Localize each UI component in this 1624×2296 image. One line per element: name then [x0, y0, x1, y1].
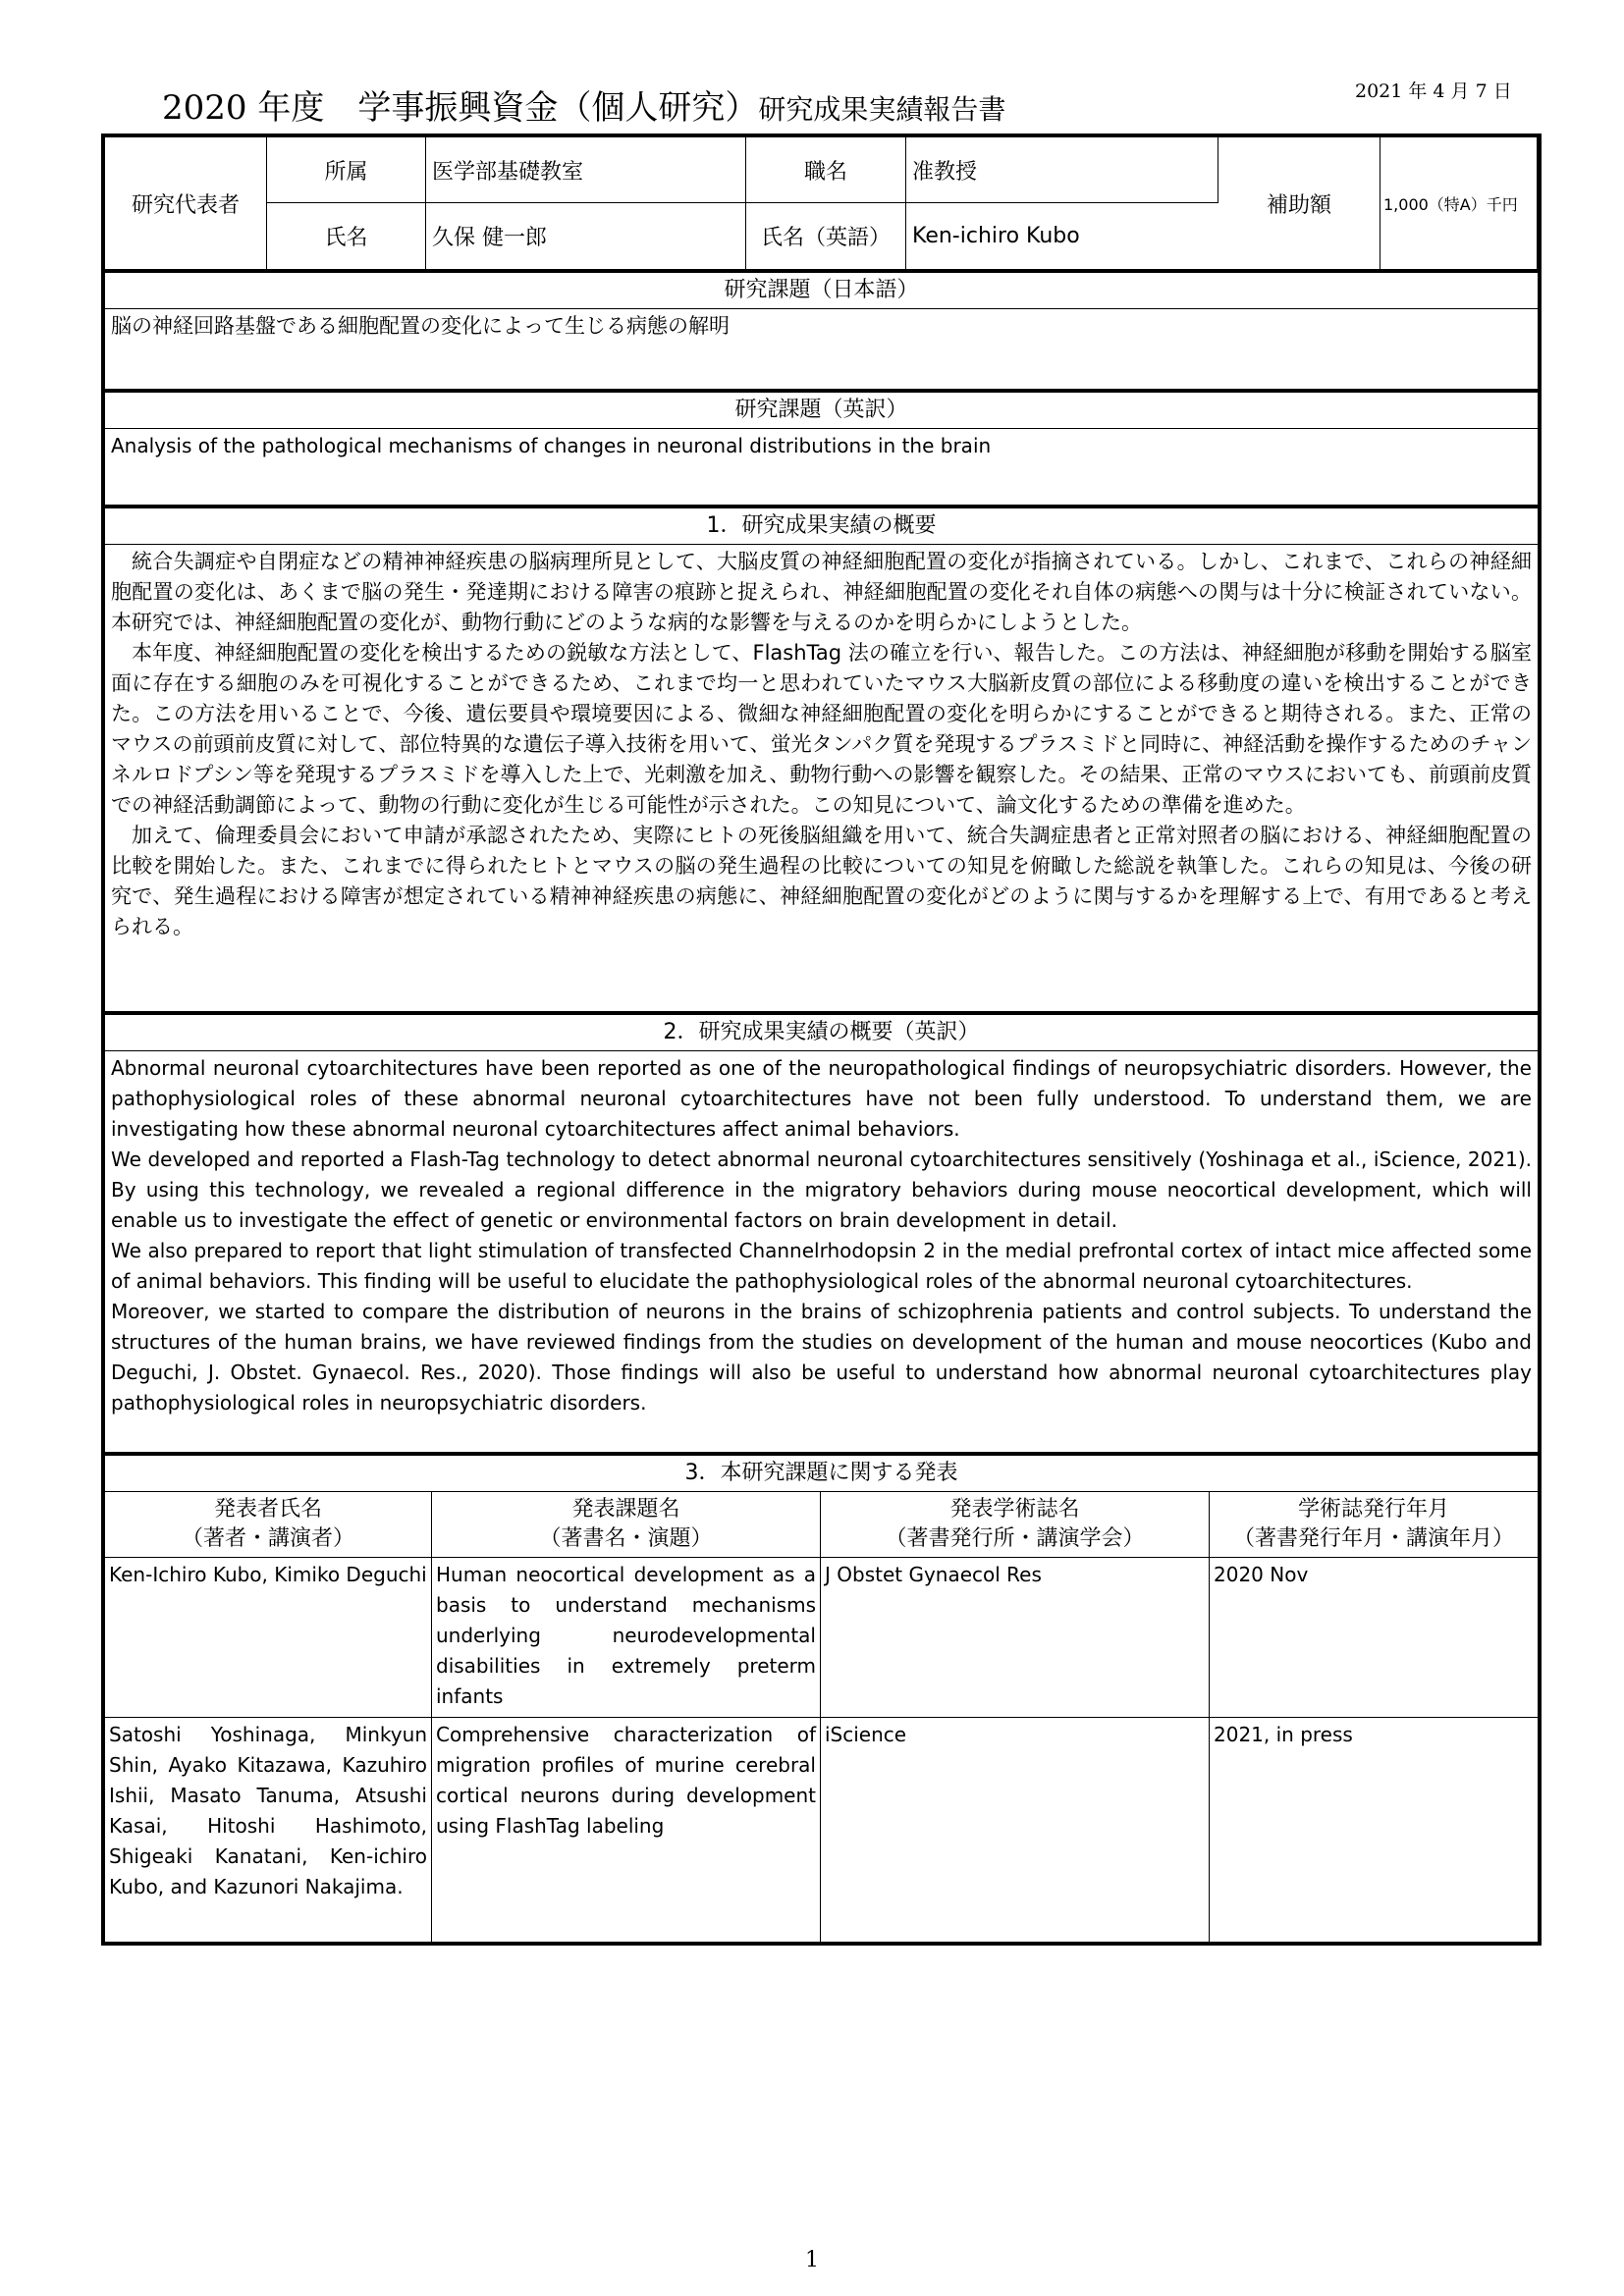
name-en-value: Ken-ichiro Kubo: [912, 224, 1080, 248]
column-header-line: 発表者氏名: [213, 1497, 322, 1522]
summary-jp-paragraph: 統合失調症や自閉症などの精神神経疾患の脳病理所見として、大脳皮質の神経細胞配置の変化が指摘されている。しかし、これまで、これらの神経細胞配置の変化は、あくまで脳の発生・発達期における障害の痕跡と捉えられ、神経細胞配置の変化それ自体の病態への関与は十分に検証されていない。本研究では、神経細胞配置の変化が、動物行動にどのような病的な影響を与えるのかを明らかにしようとした。: [111, 550, 1532, 634]
topic-jp-header: 研究課題（日本語）: [105, 273, 1538, 309]
column-header-line: （著者・講演者）: [181, 1526, 354, 1551]
page-number: 1: [805, 2248, 819, 2272]
summary-jp-header: 1．研究成果実績の概要: [105, 508, 1538, 545]
summary-en-paragraph: Abnormal neuronal cytoarchitectures have been reported as one of the neuropathological findings of neuropsychiatric disorders. However, the pathophysiological roles of these abnormal neuronal cytoarchitectures have not been fully understood. To understand them, we are investigating how these abnormal neuronal cytoarchitectures affect animal behaviors.: [111, 1056, 1532, 1141]
summary-en-header: 2．研究成果実績の概要（英訳）: [105, 1015, 1538, 1051]
title-main: 2020 年度 学事振興資金（個人研究）: [162, 88, 759, 128]
column-header-authors: [105, 1492, 432, 1558]
topic-en-text: Analysis of the pathological mechanisms of changes in neuronal distributions in the brain: [105, 429, 1538, 508]
column-header-line: （著書発行年月・講演年月）: [1232, 1526, 1514, 1551]
name-en-label: 氏名（英語）: [746, 203, 906, 269]
summary-en-paragraph: Moreover, we started to compare the distribution of neurons in the brains of schizophrenia patients and control subjects. To understand the structures of the human brains, we have reviewed findings from the studies on development of the human and mouse neocortices (Kubo and Deguchi, J. Obstet. Gynaecol. Res., 2020). Those findings will also be useful to understand how abnormal neuronal cytoarchitectures play pathophysiological roles in neuropsychiatric disorders.: [111, 1300, 1532, 1415]
summary-en-paragraph: We developed and reported a Flash-Tag technology to detect abnormal neuronal cytoarchitectures sensitively (Yoshinaga et al., iScience, 2021). By using this technology, we revealed a regional difference in the migratory behaviors during mouse neocortical development, which will enable us to investigate the effect of genetic or environmental factors on brain development in detail.: [111, 1148, 1532, 1232]
column-header-title: [432, 1492, 821, 1558]
grant-value: 1,000（特A）千円: [1380, 137, 1538, 269]
pub-title: Human neocortical development as a basis to understand mechanisms underlying neurodevelopmental disabilities in extremely preterm infants: [432, 1558, 821, 1718]
column-header-line: （著書名・演題）: [539, 1526, 713, 1551]
summary-jp-paragraph: 加えて、倫理委員会において申請が承認されたため、実際にヒトの死後脳組織を用いて、統合失調症患者と正常対照者の脳における、神経細胞配置の比較を開始した。また、これまでに得られたヒトとマウスの脳の発生過程の比較についての知見を俯瞰した総説を執筆した。これらの知見は、今後の研究で、発生過程における障害が想定されている精神神経疾患の病態に、神経細胞配置の変化がどのように関与するかを理解する上で、有用であると考えられる。: [111, 824, 1532, 938]
column-header-journal: [821, 1492, 1210, 1558]
report-form: [101, 133, 1542, 1946]
grant-label: 補助額: [1218, 137, 1380, 269]
document-title: [162, 80, 1005, 129]
pub-authors: Satoshi Yoshinaga, Minkyun Shin, Ayako Kitazawa, Kazuhiro Ishii, Masato Tanuma, Atsushi Kasai, Hitoshi Hashimoto, Shigeaki Kanatani, Ken-ichiro Kubo, and Kazunori Nakajima.: [105, 1718, 432, 1942]
publications-table: [105, 1492, 1538, 1942]
name-value: 久保 健一郎: [426, 203, 746, 269]
summary-en-paragraph: We also prepared to report that light stimulation of transfected Channelrhodopsin 2 in the medial prefrontal cortex of intact mice affected some of animal behaviors. This finding will be useful to elucidate the pathophysiological roles of the abnormal neuronal cytoarchitectures.: [111, 1239, 1532, 1293]
position-label: 職名: [746, 137, 906, 203]
pub-date: 2021, in press: [1214, 1723, 1353, 1746]
publications-header: 3．本研究課題に関する発表: [105, 1456, 1538, 1492]
name-label: 氏名: [267, 203, 426, 269]
summary-jp-body: [105, 545, 1538, 1015]
summary-en-body: [105, 1051, 1538, 1456]
topic-jp-text: 脳の神経回路基盤である細胞配置の変化によって生じる病態の解明: [105, 309, 1538, 393]
topic-en-header: 研究課題（英訳）: [105, 393, 1538, 429]
pub-date: 2020 Nov: [1210, 1558, 1538, 1718]
rep-label: 研究代表者: [105, 137, 267, 269]
affil-label: 所属: [267, 137, 426, 203]
column-header-date: [1210, 1492, 1538, 1558]
column-header-line: 学術誌発行年月: [1297, 1497, 1449, 1522]
column-header-line: 発表学術誌名: [949, 1497, 1080, 1522]
column-header-line: （著書発行所・講演学会）: [885, 1526, 1145, 1551]
representative-info: [105, 137, 1538, 273]
pub-journal: iScience: [821, 1718, 1210, 1942]
title-sub: 研究成果実績報告書: [758, 93, 1006, 126]
position-value: 准教授: [906, 137, 1218, 203]
affil-value: 医学部基礎教室: [426, 137, 746, 203]
pub-authors: Ken-Ichiro Kubo, Kimiko Deguchi: [105, 1558, 432, 1718]
summary-jp-paragraph: 本年度、神経細胞配置の変化を検出するための鋭敏な方法として、FlashTag 法の確立を行い、報告した。この方法は、神経細胞が移動を開始する脳室面に存在する細胞のみを可視化することができるため、これまで均一と思われていたマウス大脳新皮質の部位による移動度の違いを検出することができた。この方法を用いることで、今後、遺伝要員や環境要因による、微細な神経細胞配置の変化を明らかにすることができると期待される。また、正常のマウスの前頭前皮質に対して、部位特異的な遺伝子導入技術を用いて、蛍光タンパク質を発現するプラスミドと同時に、神経活動を操作するためのチャンネルロドプシン等を発現するプラスミドを導入した上で、光刺激を加え、動物行動への影響を観察した。その結果、正常のマウスにおいても、前頭前皮質での神経活動調節によって、動物の行動に変化が生じる可能性が示された。この知見について、論文化するための準備を進めた。: [111, 641, 1532, 817]
pub-journal: J Obstet Gynaecol Res: [821, 1558, 1210, 1718]
pub-title: Comprehensive characterization of migration profiles of murine cerebral cortical neurons during development using FlashTag labeling: [432, 1718, 821, 1942]
column-header-line: 発表課題名: [571, 1497, 680, 1522]
report-date: 2021 年 4 月 7 日: [1355, 80, 1512, 102]
